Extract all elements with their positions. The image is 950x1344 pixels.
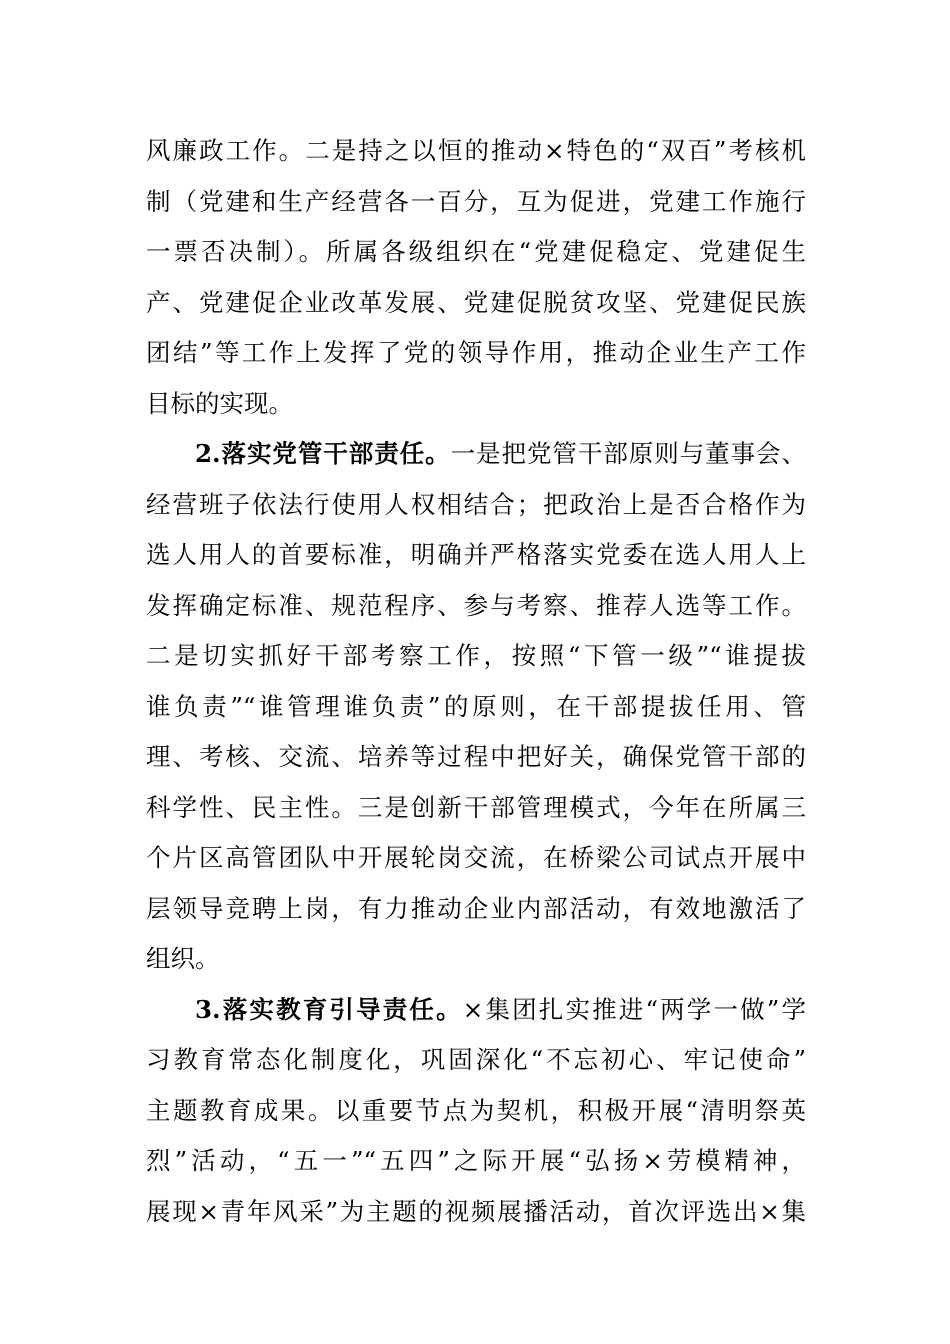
- text-line: 组织。: [146, 944, 220, 973]
- text-line: 发挥确定标准、规范程序、参与考察、推荐人选等工作。: [146, 590, 806, 620]
- section-heading: 3.落实教育引导责任。: [195, 994, 463, 1024]
- text-line: 主题教育成果。以重要节点为契机，积极开展“清明祭英: [146, 1095, 806, 1125]
- text-line: 目标的实现。: [146, 388, 293, 418]
- text-line: 层领导竞聘上岗，有力推动企业内部活动，有效地激活了: [146, 893, 806, 923]
- text-line: 一票否决制）。所属各级组织在“党建促稳定、党建促生: [146, 237, 806, 266]
- text-line: 风廉政工作。二是持之以恒的推动×特色的“双百”考核机: [146, 136, 806, 165]
- text-line: 烈”活动，“五一”“五四”之际开展“弘扬×劳模精神，: [146, 1146, 806, 1175]
- text-line: 展现×青年风采”为主题的视频展播活动，首次评选出×集: [146, 1196, 806, 1226]
- paragraph-cadre-management: [146, 429, 806, 985]
- text-line: 制（党建和生产经营各一百分，互为促进，党建工作施行: [146, 186, 806, 216]
- section-heading: 2.落实党管干部责任。: [195, 439, 451, 468]
- document-body: [146, 126, 806, 1237]
- text-run: ×集团扎实推进“两学一做”学: [462, 994, 806, 1024]
- text-line: 经营班子依法行使用人权相结合；把政治上是否合格作为: [146, 489, 806, 519]
- text-line: 科学性、民主性。三是创新干部管理模式，今年在所属三: [146, 792, 806, 822]
- text-line: 选人用人的首要标准，明确并严格落实党委在选人用人上: [146, 540, 806, 569]
- paragraph-party-building-assessment: [146, 126, 806, 429]
- paragraph-education-guidance: [146, 985, 806, 1238]
- text-line: 团结”等工作上发挥了党的领导作用，推动企业生产工作: [146, 338, 806, 367]
- text-line: 二是切实抓好干部考察工作，按照“下管一级”“谁提拔: [146, 641, 806, 670]
- text-line: 个片区高管团队中开展轮岗交流，在桥梁公司试点开展中: [146, 843, 806, 872]
- text-line: [146, 429, 806, 480]
- text-line: [146, 985, 806, 1036]
- text-line: 谁负责”“谁管理谁负责”的原则，在干部提拔任用、管: [146, 691, 806, 721]
- text-line: 产、党建促企业改革发展、党建促脱贫攻坚、党建促民族: [146, 287, 806, 317]
- text-line: 理、考核、交流、培养等过程中把好关，确保党管干部的: [146, 742, 806, 771]
- text-run: 一是把党管干部原则与董事会、: [450, 439, 806, 468]
- text-line: 习教育常态化制度化，巩固深化“不忘初心、牢记使命”: [146, 1045, 806, 1074]
